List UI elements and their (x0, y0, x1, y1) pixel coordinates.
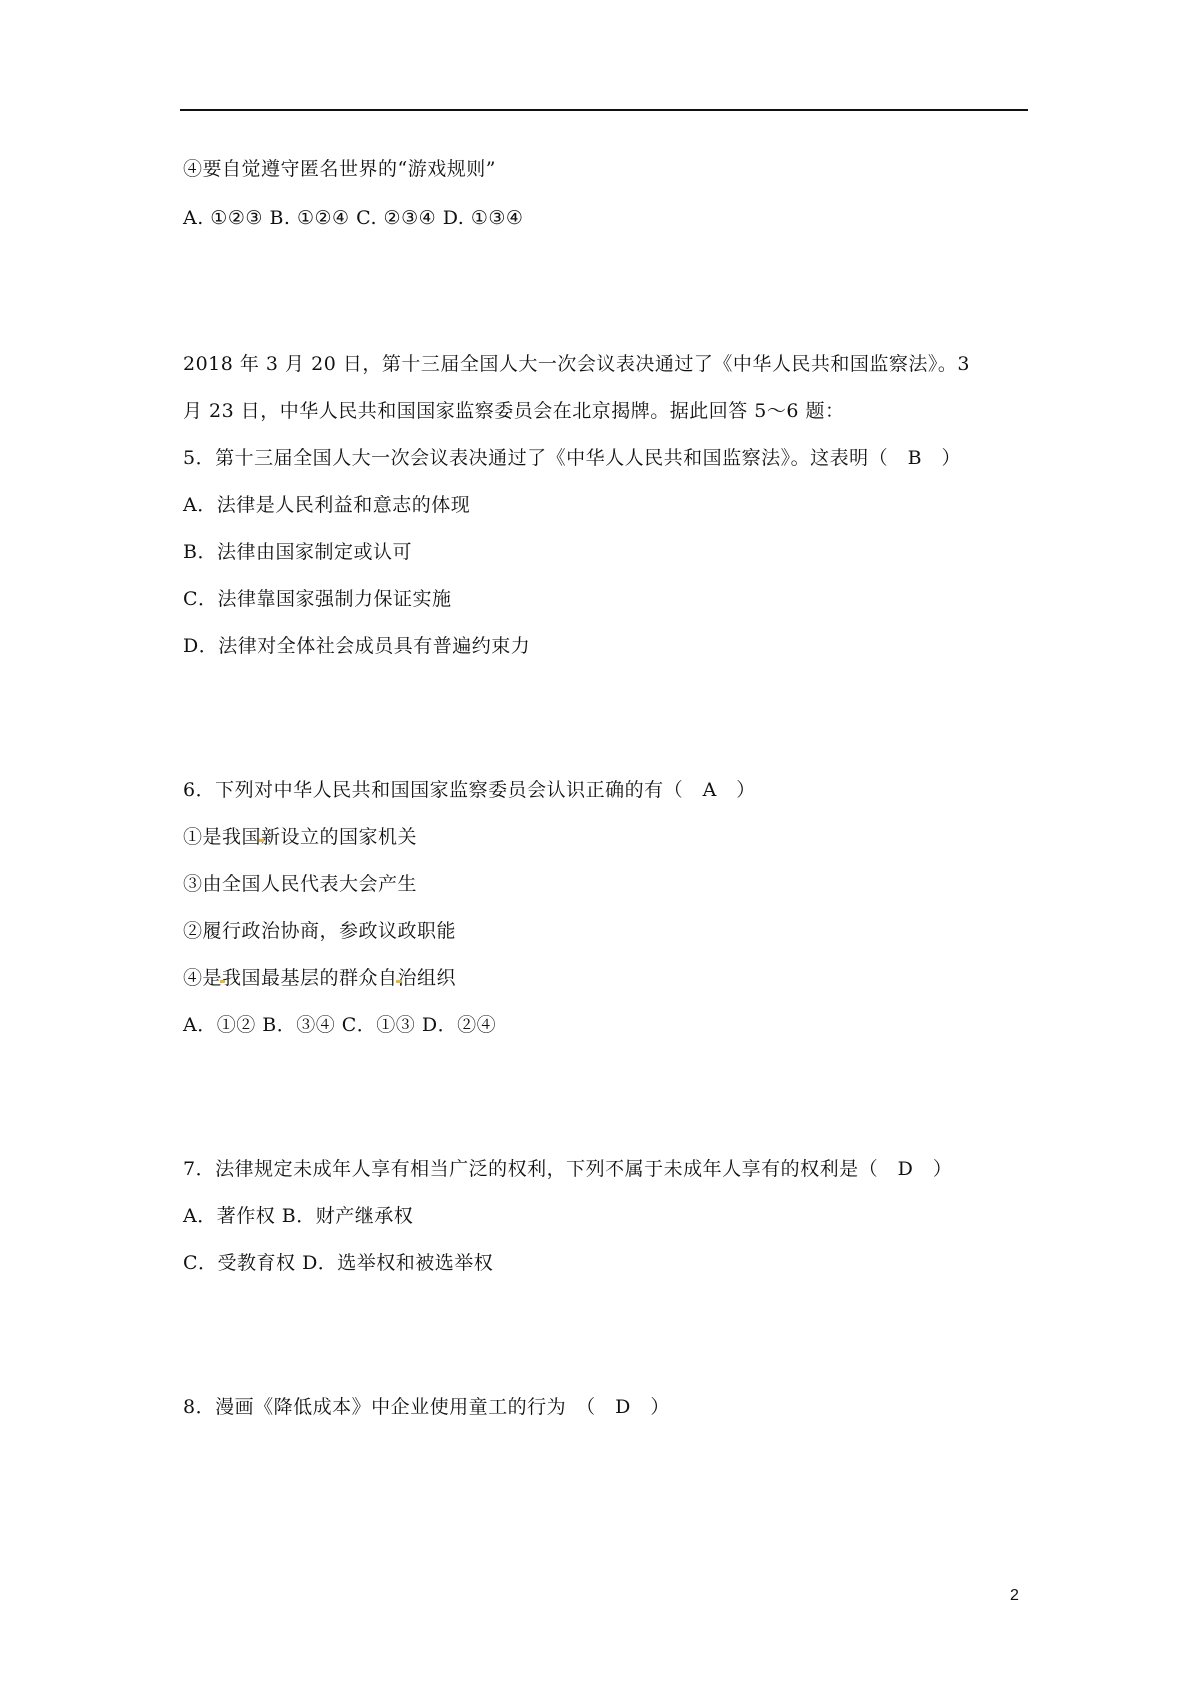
question-6-option-1-prefix: ①是我国 (183, 826, 262, 848)
question-6-option-1 (183, 824, 417, 850)
question-6-option-4-part-3: 治组织 (397, 967, 457, 989)
question-6-stem: 6．下列对中华人民共和国国家监察委员会认识正确的有（ A ） (183, 779, 756, 801)
material-line-1: 2018 年 3 月 20 日，第十三届全国人大一次会议表决通过了《中华人民共和国监察法》。3 (183, 353, 970, 375)
question-5-option-c: C．法律靠国家强制力保证实施 (183, 588, 452, 610)
question-6-choices: A．①② B．③④ C．①③ D．②④ (183, 1014, 497, 1036)
question-7-options-ab: A．著作权 B．财产继承权 (183, 1205, 414, 1227)
page-number: 2 (1010, 1587, 1019, 1604)
question-5-option-b: B．法律由国家制定或认可 (183, 541, 412, 563)
question-5-stem: 5．第十三届全国人大一次会议表决通过了《中华人人民共和国监察法》。这表明（ B ） (183, 447, 962, 469)
question-6-option-3: ③由全国人民代表大会产生 (183, 873, 418, 895)
question-7-options-cd: C．受教育权 D．选举权和被选举权 (183, 1252, 494, 1274)
question-6-option-4-part-1: ④是 (183, 967, 223, 989)
question-5-option-d: D．法律对全体社会成员具有普遍约束力 (183, 635, 531, 657)
material-line-2: 月 23 日，中华人民共和国国家监察委员会在北京揭牌。据此回答 5～6 题： (183, 400, 845, 422)
question-7-stem: 7．法律规定未成年人享有相当广泛的权利，下列不属于未成年人享有的权利是（ D ） (183, 1158, 953, 1180)
question-4-option-4: ④要自觉遵守匿名世界的“游戏规则” (183, 158, 496, 180)
question-6-option-2: ②履行政治协商，参政议政职能 (183, 920, 457, 942)
question-4-choices: A. ①②③ B. ①②④ C. ②③④ D. ①③④ (183, 207, 524, 229)
question-5-option-a: A．法律是人民利益和意志的体现 (183, 494, 471, 516)
header-rule (180, 109, 1028, 111)
question-8-stem: 8．漫画《降低成本》中企业使用童工的行为 （ D ） (183, 1396, 670, 1418)
question-6-option-4 (183, 965, 456, 991)
question-6-option-1-suffix: 新设立的国家机关 (261, 826, 418, 848)
question-6-option-4-part-2: 我国最基层的群众自 (222, 967, 398, 989)
